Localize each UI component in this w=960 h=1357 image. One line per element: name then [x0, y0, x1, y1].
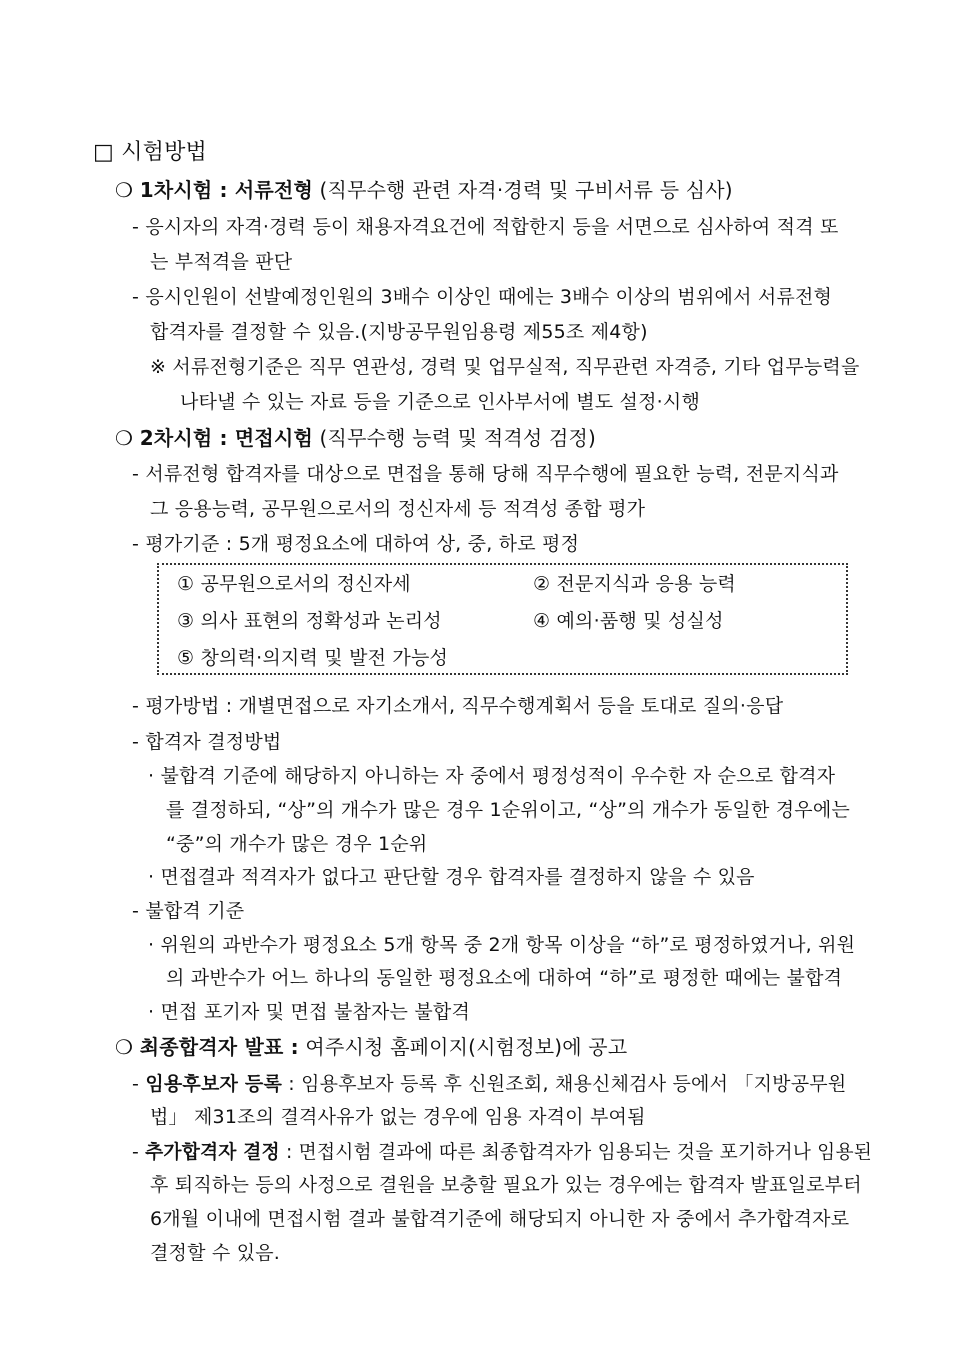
- criteria-box: [157, 563, 848, 675]
- dash-bullet: -: [132, 1073, 140, 1095]
- decision-label: 합격자 결정방법: [145, 731, 282, 753]
- final-item-2-line-4: 결정할 수 있음.: [150, 1242, 281, 1264]
- final-description: 여주시청 홈페이지(시험정보)에 공고: [298, 1035, 628, 1059]
- middle-dot-bullet: ·: [148, 934, 155, 956]
- dash-bullet: -: [132, 463, 140, 485]
- dash-bullet: -: [132, 900, 140, 922]
- final-item-1-line-1: [132, 1071, 846, 1097]
- exam1-item-1-line-2: 는 부적격을 판단: [150, 251, 293, 273]
- exam2-intro-line-2: 그 응용능력, 공무원으로서의 정신자세 등 적격성 종합 평가: [150, 498, 646, 520]
- exam1-item-2-text: 응시인원이 선발예정인원의 3배수 이상인 때에는 3배수 이상의 범위에서 서류전형: [145, 286, 833, 308]
- criterion-4: ④ 예의·품행 및 성실성: [533, 610, 724, 632]
- dash-bullet: -: [132, 1141, 139, 1163]
- fail-label-line: [132, 898, 244, 924]
- final-item-2-line-1: [132, 1139, 872, 1165]
- dash-bullet: -: [132, 695, 140, 717]
- fail-item-1-line-2: 의 과반수가 어느 하나의 동일한 평정요소에 대하여 “하”로 평정한 때에는 불합격: [166, 967, 843, 989]
- decision-item-1-line-3: “중”의 개수가 많은 경우 1순위: [166, 833, 428, 855]
- decision-item-2-line-1: [148, 864, 755, 890]
- section-heading: [93, 138, 207, 168]
- exam1-description: (직무수행 관련 자격·경력 및 구비서류 등 심사): [312, 178, 733, 202]
- exam1-heading-line: [115, 176, 733, 204]
- circle-bullet-icon: ❍: [115, 178, 134, 202]
- dash-bullet: -: [132, 286, 140, 308]
- method-line: [132, 693, 783, 719]
- decision-item-2-text: 면접결과 적격자가 없다고 판단할 경우 합격자를 결정하지 않을 수 있음: [160, 866, 755, 888]
- final-item-2-line-3: 6개월 이내에 면접시험 결과 불합격기준에 해당되지 아니한 자 중에서 추가합격자로: [150, 1208, 850, 1230]
- exam1-item-1-text: 응시자의 자격·경력 등이 채용자격요건에 적합한지 등을 서면으로 심사하여 적격 또: [145, 216, 839, 238]
- exam2-intro-text: 서류전형 합격자를 대상으로 면접을 통해 당해 직무수행에 필요한 능력, 전문지식과: [145, 463, 839, 485]
- decision-item-1-line-1: [148, 763, 835, 789]
- exam2-description: (직무수행 능력 및 적격성 검정): [312, 426, 597, 450]
- exam1-heading: 1차시험 : 서류전형: [139, 178, 313, 202]
- final-item-1-text: : 임용후보자 등록 후 신원조회, 채용신체검사 등에서 「지방공무원: [282, 1073, 847, 1095]
- fail-item-1-line-1: [148, 932, 855, 958]
- circle-bullet-icon: ❍: [115, 1035, 134, 1059]
- dash-bullet: -: [132, 216, 140, 238]
- exam1-note-line-1: [150, 354, 860, 380]
- final-heading-line: [115, 1033, 627, 1061]
- final-item-2-text: : 면접시험 결과에 따른 최종합격자가 임용되는 것을 포기하거나 임용된: [279, 1141, 873, 1163]
- criterion-5: ⑤ 창의력·의지력 및 발전 가능성: [177, 647, 449, 669]
- circle-bullet-icon: ❍: [115, 426, 134, 450]
- final-heading: 최종합격자 발표 :: [139, 1035, 299, 1059]
- dash-bullet: -: [132, 533, 140, 555]
- exam1-note-text: 서류전형기준은 직무 연관성, 경력 및 업무실적, 직무관련 자격증, 기타 업무능력을: [172, 356, 860, 378]
- final-item-2-line-2: 후 퇴직하는 등의 사정으로 결원을 보충할 필요가 있는 경우에는 합격자 발표일로부터: [150, 1174, 862, 1196]
- method-text: 평가방법 : 개별면접으로 자기소개서, 직무수행계획서 등을 토대로 질의·응답: [145, 695, 784, 717]
- dash-bullet: -: [132, 731, 140, 753]
- middle-dot-bullet: ·: [148, 866, 155, 888]
- exam2-heading: 2차시험 : 면접시험: [139, 426, 313, 450]
- criteria-label: 평가기준 : 5개 평정요소에 대하여 상, 중, 하로 평정: [145, 533, 580, 555]
- exam2-intro-line-1: [132, 461, 839, 487]
- final-item-1-line-2: 법」 제31조의 결격사유가 없는 경우에 임용 자격이 부여됨: [150, 1106, 646, 1128]
- exam1-note-line-2: 나타낼 수 있는 자료 등을 기준으로 인사부서에 별도 설정·시행: [180, 391, 701, 413]
- decision-item-1-text: 불합격 기준에 해당하지 아니하는 자 중에서 평정성적이 우수한 자 순으로 합격자: [160, 765, 836, 787]
- middle-dot-bullet: ·: [148, 1001, 155, 1023]
- decision-item-1-line-2: 를 결정하되, “상”의 개수가 많은 경우 1순위이고, “상”의 개수가 동일한 경우에는: [166, 799, 850, 821]
- criterion-2: ② 전문지식과 응용 능력: [533, 573, 736, 595]
- fail-label: 불합격 기준: [145, 900, 245, 922]
- criterion-3: ③ 의사 표현의 정확성과 논리성: [177, 610, 442, 632]
- fail-item-2-text: 면접 포기자 및 면접 불참자는 불합격: [160, 1001, 471, 1023]
- exam1-item-2-line-2: 합격자를 결정할 수 있음.(지방공무원임용령 제55조 제4항): [150, 321, 648, 343]
- final-item-1-label: 임용후보자 등록: [145, 1073, 283, 1095]
- middle-dot-bullet: ·: [148, 765, 155, 787]
- exam2-heading-line: [115, 424, 596, 452]
- fail-item-2-line-1: [148, 999, 470, 1025]
- checkbox-square-icon: □: [93, 140, 114, 165]
- exam1-item-2-line-1: [132, 284, 832, 310]
- final-item-2-label: 추가합격자 결정: [145, 1141, 280, 1163]
- criterion-1: ① 공무원으로서의 정신자세: [177, 573, 411, 595]
- fail-item-1-text: 위원의 과반수가 평정요소 5개 항목 중 2개 항목 이상을 “하”로 평정하였거나, 위원: [160, 934, 856, 956]
- section-title: 시험방법: [121, 140, 208, 165]
- criteria-label-line: [132, 531, 579, 557]
- reference-mark-icon: ※: [150, 356, 167, 378]
- decision-label-line: [132, 729, 281, 755]
- exam1-item-1-line-1: [132, 214, 839, 240]
